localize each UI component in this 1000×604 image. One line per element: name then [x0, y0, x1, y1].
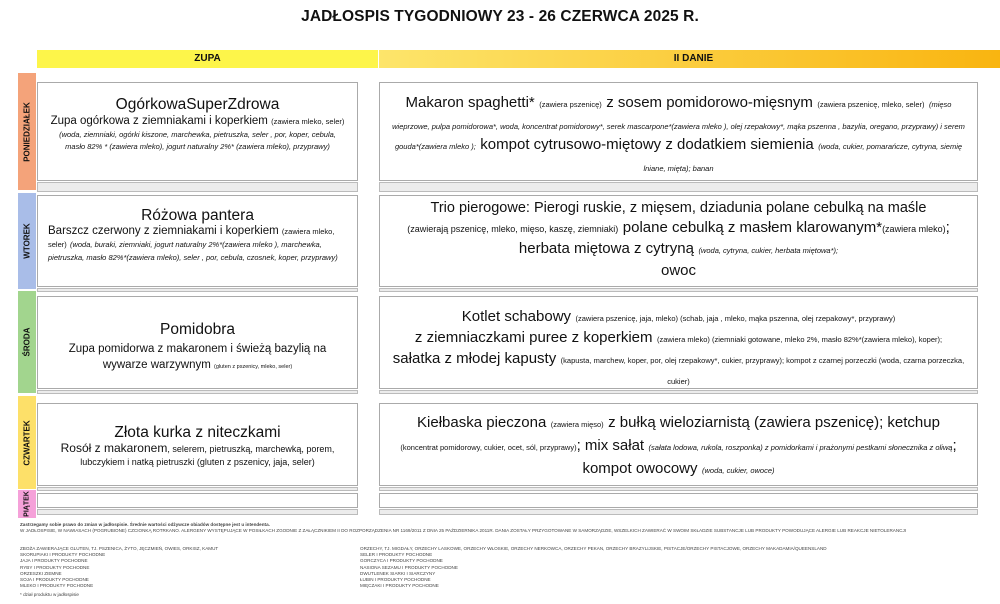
star-note: * dział produktu w jadłospisie — [20, 592, 79, 597]
main-dish: Makaron spaghetti* — [405, 94, 535, 111]
main-dish: Kiełbaska pieczona — [417, 414, 547, 431]
divider — [379, 487, 978, 491]
divider — [379, 390, 978, 394]
divider — [37, 487, 358, 491]
monday-soup-cell — [37, 82, 358, 181]
divider — [379, 288, 978, 292]
divider — [37, 390, 358, 394]
day-label-wednesday: ŚRODA — [18, 291, 36, 393]
column-header-soup: ZUPA — [37, 50, 378, 68]
divider — [37, 509, 358, 515]
tuesday-soup-cell: Różowa pantera Barszcz czerwony z ziemniakami i koperkiem (zawiera mleko, seler) (woda, buraki, ziemniaki, jogurt naturalny 2%*(zawiera mleko ), marchewka, pietruszka, masło 82%*(zawiera mleko), seler , por, cebula, czosnek, koper, przyprawy) — [37, 195, 358, 287]
soup-name: Złota kurka z niteczkami — [114, 424, 281, 441]
tuesday-main-cell: Trio pierogowe: Pierogi ruskie, z mięsem, dziadunia polane cebulką na maśle (zawierają pszenicę, mleko, mięso, kaszę, ziemniaki) polane cebulką z masłem klarowanym*(zawiera mleko); herbata miętowa z cytryną (woda, cytryna, cukier, herbata miętowa*); owoc — [379, 195, 978, 287]
divider — [379, 182, 978, 192]
wednesday-soup-cell: Pomidobra Zupa pomidorwa z makaronem i świeżą bazylią na wywarze warzywnym (gluten z pszenicy, mleko, seler) — [37, 296, 358, 389]
monday-main-cell: Makaron spaghetti* (zawiera pszenicę) z sosem pomidorowo-mięsnym (zawiera pszenicę, mleko, seler) (mięso wieprzowe, pulpa pomidorowa*, woda, koncentrat pomidorowy*, serek mascarpone*(zawiera mleko ), olej rzepakowy*, mąka pszenna , bazylia, oregano, przyprawy) i serem gouda*(zawiera mleko ); kompot cytrusowo-miętowy z dodatkiem siemienia (woda, cukier, pomarańcze, cytryna, siemię lniane, mięta); banan — [379, 82, 978, 181]
divider — [37, 182, 358, 192]
soup-name: OgórkowaSuperZdrowa — [115, 96, 280, 113]
divider — [379, 509, 978, 515]
friday-main-cell — [379, 493, 978, 508]
column-header-main: II DANIE — [379, 50, 1000, 68]
allergen-list-right: ORZECHY, TJ. MIGDAŁY, ORZECHY LASKOWE, ORZECHY WŁOSKIE, ORZECHY NERKOWCA, ORZECHY PEKAN, ORZECHY BRAZYLIJSKIE, PISTACJE/ORZECHY PISTACJOWE, ORZECHY MAKADAMIA/QUEENSLAND SELER I PRODUKTY POCHODNE GORCZYCA I PRODUKTY POCHODNE NASIONA SEZAMU I PRODUKTY POCHODNE DWUTLENEK SIARKI I SIARCZYNY ŁUBIN I PRODUKTY POCHODNE MIĘCZAKI I PRODUKTY POCHODNE — [360, 546, 827, 589]
soup-name: Pomidobra — [160, 321, 235, 338]
footer-note: Zastrzegamy sobie prawo do zmian w jadłospisie. Średnie wartości odżywcze obiadów dostępne jest u intendenta. W JADŁOSPISIE, W NAWIASACH (POGRUBIONE) CZCIONKĄ ROTRKANO. ALERGENY WYSTĘPUJĄCE W POSIŁKACH ZGODNIE Z ZAŁĄCZNIKIEM II DO ROZPORZĄDZENIA NR 1169/2011 Z DNIA 25 PAŹDZIERNIKA 2011R. DANIA ZOSTAŁY PRZYGOTOWANE W SAMORZĄDZIE, WSZELKICH ZAWIERAĆ W SWOIM SKŁADZIE SUBSTANCJE LUB PRODUKTY POWODUJĄCE ALERGIE LUB REAKCJE NIETOLERANCJI — [20, 522, 907, 534]
wednesday-main-cell: Kotlet schabowy (zawiera pszenicę, jaja, mleko) (schab, jaja , mleko, mąka pszenna, olej rzepakowy*, przyprawy) z ziemniaczkami puree z koperkiem (zawiera mleko) (ziemniaki gotowane, mleko 2%, masło 82%*(zawiera mleko), koper); sałatka z młodej kapusty (kapusta, marchew, koper, por, olej rzepakowy*, cukier, przyprawy); kompot z czarnej porzeczki (woda, czarna porzeczka, cukier) — [379, 296, 978, 389]
soup-description: Zupa ogórkowa z ziemniakami i koperkiem — [50, 115, 268, 127]
page-title: JADŁOSPIS TYGODNIOWY 23 - 26 CZERWCA 2025 R. — [301, 8, 699, 25]
soup-name: Różowa pantera — [141, 207, 254, 224]
divider — [37, 288, 358, 292]
day-label-tuesday: WTOREK — [18, 193, 36, 289]
allergen-list-left: ZBOŻA ZAWIERAJĄCE GLUTEN, TJ. PSZENICA, ŻYTO, JĘCZMIEŃ, OWIES, ORKISZ, KAMUT SKORUPIAKI I PRODUKTY POCHODNE JAJA I PRODUKTY POCHODNE RYBY I PRODUKTY POCHODNE ORZESZKI ZIEMNE SOJA I PRODUKTY POCHODNE MLEKO I PRODUKTY POCHODNE — [20, 546, 219, 589]
day-label-friday: PIĄTEK — [18, 490, 36, 518]
soup-ingredients: (woda, ziemniaki, ogórki kiszone, marchewka, pietruszka, seler , por, koper, cebula, masło 82% * (zawiera mleko), jogurt naturalny 2%* (zawiera mleko), przyprawy) — [59, 130, 336, 151]
thursday-soup-cell: Złota kurka z niteczkami Rosół z makaronem, selerem, pietruszką, marchewką, porem, lubczykiem i natką pietruszki (gluten z pszenicy, jaja, seler) — [37, 403, 358, 486]
friday-soup-cell — [37, 493, 358, 508]
day-label-thursday: CZWARTEK — [18, 396, 36, 489]
day-label-monday: PONIEDZIAŁEK — [18, 73, 36, 190]
soup-allergens: (zawiera mleko, seler) — [271, 117, 345, 126]
main-dish: Kotlet schabowy — [461, 308, 572, 325]
main-dish: Trio pierogowe: Pierogi ruskie, z mięsem, dziadunia polane cebulką na maśle — [430, 200, 927, 216]
thursday-main-cell: Kiełbaska pieczona (zawiera mięso) z bułką wieloziarnistą (zawiera pszenicę); ketchup (koncentrat pomidorowy, cukier, ocet, sól, przyprawy); mix sałat (sałata lodowa, rukola, roszponka) z pomidorkami i prażonymi pestkami słonecznika z oliwą; kompot owocowy (woda, cukier, owoce) — [379, 403, 978, 486]
